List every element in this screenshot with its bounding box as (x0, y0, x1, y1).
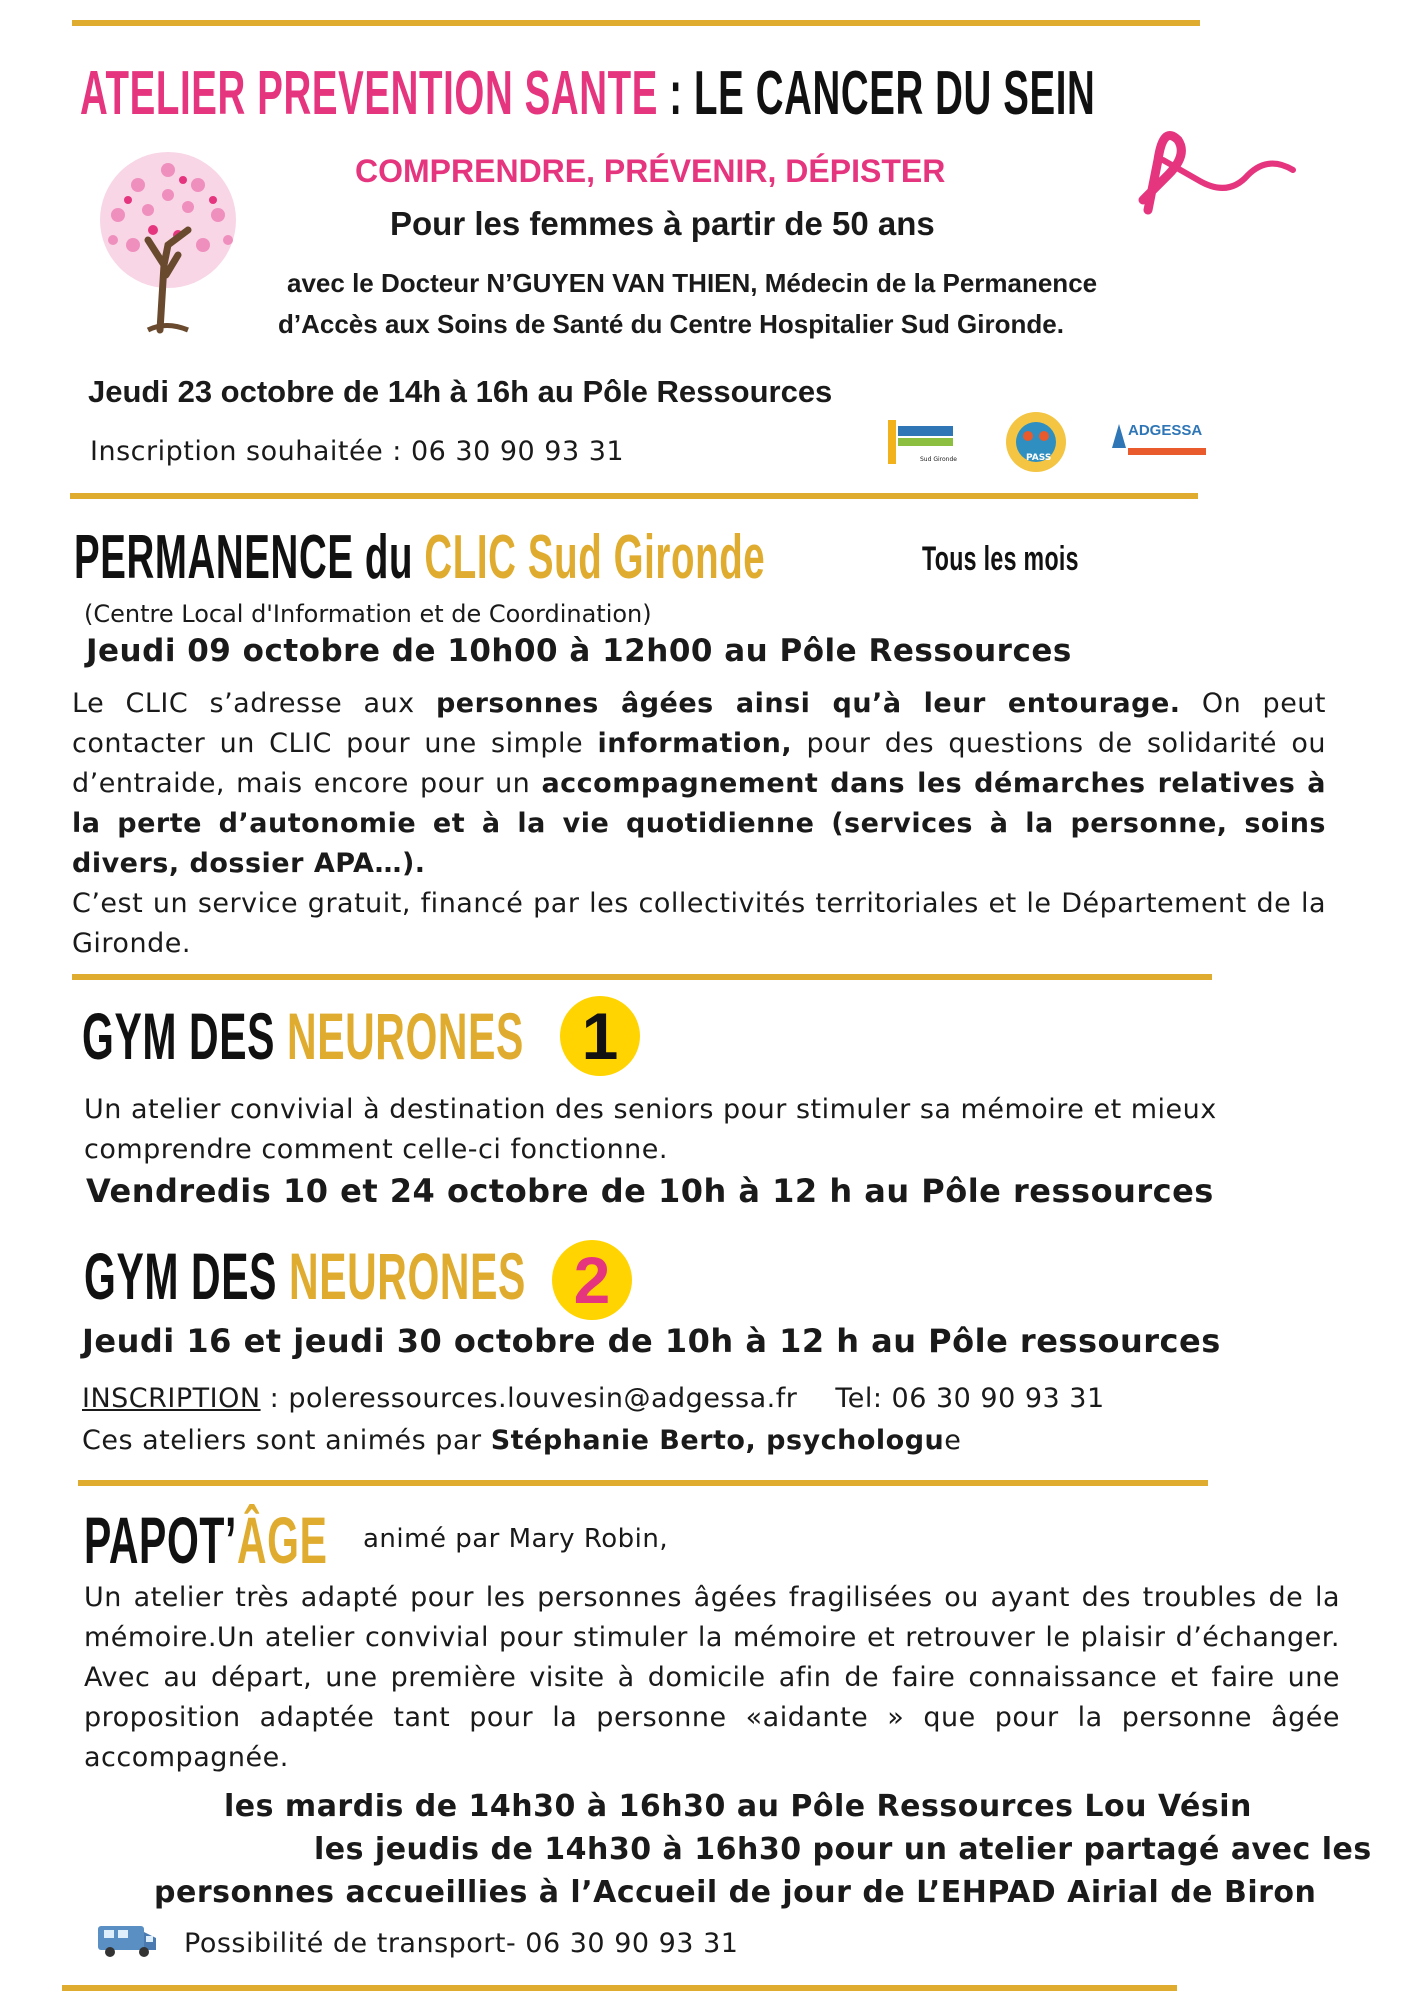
clic-funding-text: C’est un service gratuit, financé par les collectivités territoriales et le Département de la Gironde. (72, 888, 1326, 959)
gym-1-date: Vendredis 10 et 24 octobre de 10h à 12 h au Pôle ressources (86, 1172, 1214, 1210)
gym-2-date: Jeudi 16 et jeudi 30 octobre de 10h à 12 h au Pôle ressources (82, 1322, 1221, 1360)
pink-ribbon-icon (1118, 120, 1308, 220)
number-badge-1: 1 (560, 996, 640, 1076)
section-title: ATELIER PREVENTION SANTE : LE CANCER DU SEIN (80, 59, 1096, 128)
adgessa-logo: ADGESSA (1112, 420, 1208, 460)
divider-2 (72, 974, 1212, 980)
clic-description: Le CLIC s’adresse aux personnes âgées ainsi qu’à leur entourage. On peut contacter un CLIC pour une simple information, pour des questions de solidarité ou d’entraide, mais encore pour un accompagnement dans les démarches relatives à la perte d’autonomie et à la vie quotidienne (services à la personne, soins divers, dossier APA…). C’est un service gratuit, financé par les collectivités territoriales et le Département de la Gironde. (72, 684, 1326, 964)
event-date: Jeudi 23 octobre de 14h à 16h au Pôle Ressources (88, 374, 833, 409)
transport-van-icon (96, 1920, 160, 1960)
pass-logo: PASS (996, 408, 1076, 476)
number-badge-2: 2 (552, 1240, 632, 1320)
gym-2-title: GYM DES NEURONES (84, 1239, 526, 1313)
inscription-line: INSCRIPTION : poleressources.louvesin@adgessa.fr Tel: 06 30 90 93 31 (82, 1383, 1105, 1414)
event-date: Jeudi 09 octobre de 10h00 à 12h00 au Pôle Ressources (86, 633, 1072, 669)
sud-gironde-logo: Sud Gironde (888, 418, 958, 468)
papotage-description: Un atelier très adapté pour les personnes âgées fragilisées ou ayant des troubles de la mémoire.Un atelier convivial pour stimuler la mémoire et retrouver le plaisir d’échanger. Avec au départ, une première visite à domicile afin de faire connaissance et faire une proposition adaptée tant pour la personne «aidante » que pour la personne âgée accompagnée. (84, 1582, 1340, 1773)
audience-text: Pour les femmes à partir de 50 ans (390, 205, 935, 242)
phone-number: Tel: 06 30 90 93 31 (835, 1383, 1105, 1414)
divider-top (72, 20, 1200, 26)
divider-1 (70, 493, 1198, 499)
email-link[interactable]: poleressources.louvesin@adgessa.fr (288, 1383, 798, 1414)
gym-1-title: GYM DES NEURONES (82, 999, 524, 1073)
doctor-line-1: avec le Docteur N’GUYEN VAN THIEN, Médecin de la Permanence (287, 268, 1098, 298)
divider-bottom (62, 1985, 1177, 1991)
transport-info: Possibilité de transport- 06 30 90 93 31 (184, 1928, 739, 1959)
clic-acronym: (Centre Local d'Information et de Coordination) (84, 600, 652, 628)
animator-line: Ces ateliers sont animés par Stéphanie Berto, psychologue (82, 1425, 962, 1456)
section-title: PERMANENCE du CLIC Sud Gironde (74, 523, 766, 592)
section-title: PAPOT’ÂGE (84, 1503, 328, 1577)
inscription-label: INSCRIPTION (82, 1383, 261, 1414)
divider-3 (78, 1480, 1208, 1486)
frequency-label: Tous les mois (922, 540, 1079, 578)
schedule-line-2: les jeudis de 14h30 à 16h30 pour un atelier partagé avec les (314, 1832, 1372, 1867)
schedule-line-3: personnes accueillies à l’Accueil de jour de L’EHPAD Airial de Biron (154, 1875, 1317, 1910)
gym-1-description: Un atelier convivial à destination des seniors pour stimuler sa mémoire et mieux comprendre comment celle-ci fonctionne. (84, 1094, 1217, 1165)
pink-ribbon-tree-icon (78, 145, 258, 335)
inscription-phone: Inscription souhaitée : 06 30 90 93 31 (90, 436, 625, 467)
doctor-line-2: d’Accès aux Soins de Santé du Centre Hospitalier Sud Gironde. (278, 309, 1064, 339)
animator-text: animé par Mary Robin, (363, 1524, 669, 1554)
section-subtitle: COMPRENDRE, PRÉVENIR, DÉPISTER (355, 153, 946, 189)
schedule-line-1: les mardis de 14h30 à 16h30 au Pôle Ressources Lou Vésin (224, 1789, 1252, 1824)
